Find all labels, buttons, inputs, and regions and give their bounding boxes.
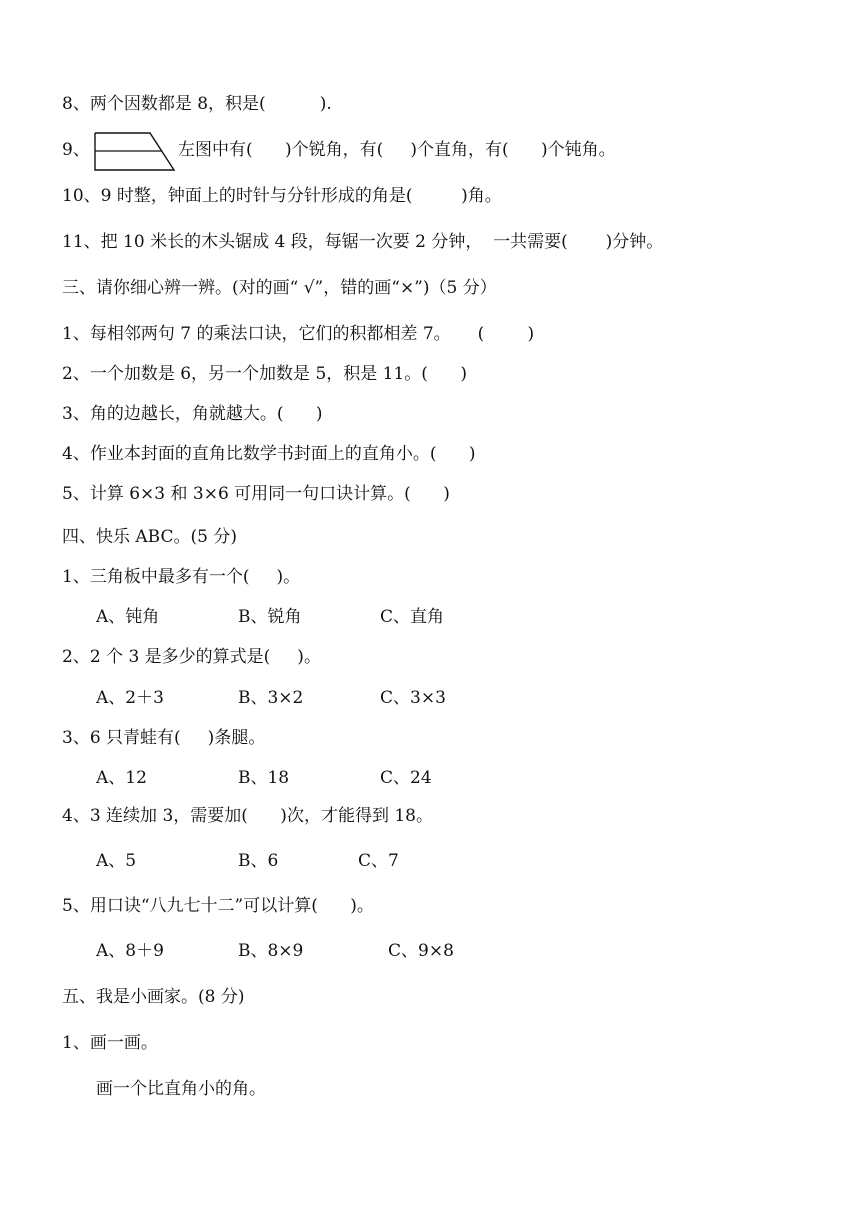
choice-4-option-b: B、6 [238, 851, 279, 871]
choice-1-option-c: C、直角 [380, 607, 445, 627]
section-3-title: 三、请你细心辨一辨。(对的画“ √”，错的画“×”)（5 分） [62, 278, 497, 298]
choice-question-5-stem: 5、用口诀“八九七十二”可以计算( )。 [62, 896, 374, 916]
section-5-sub-1-task: 画一个比直角小的角。 [96, 1079, 266, 1099]
choice-3-option-b: B、18 [238, 768, 290, 788]
choice-2-option-b: B、3×2 [238, 688, 304, 708]
choice-question-1-stem: 1、三角板中最多有一个( )。 [62, 567, 301, 587]
section-4-title: 四、快乐 ABC。(5 分) [62, 527, 237, 547]
judge-item-5: 5、计算 6×3 和 3×6 可用同一句口诀计算。( ) [62, 484, 450, 504]
judge-item-2: 2、一个加数是 6，另一个加数是 5，积是 11。( ) [62, 364, 467, 384]
choice-question-2-stem: 2、2 个 3 是多少的算式是( )。 [62, 647, 321, 667]
choice-5-option-a: A、8＋9 [96, 941, 164, 961]
choice-2-option-a: A、2＋3 [96, 688, 164, 708]
question-8: 8、两个因数都是 8，积是( ). [62, 94, 332, 114]
question-9-number: 9、 [62, 140, 90, 160]
judge-item-3: 3、角的边越长，角就越大。( ) [62, 404, 323, 424]
trapezoid-figure [94, 132, 176, 172]
judge-item-4: 4、作业本封面的直角比数学书封面上的直角小。( ) [62, 444, 476, 464]
choice-question-3-stem: 3、6 只青蛙有( )条腿。 [62, 728, 266, 748]
question-10: 10、9 时整，钟面上的时针与分针形成的角是( )角。 [62, 186, 502, 206]
judge-item-1: 1、每相邻两句 7 的乘法口诀，它们的积都相差 7。 ( ) [62, 324, 535, 344]
choice-4-option-c: C、7 [358, 851, 399, 871]
question-11: 11、把 10 米长的木头锯成 4 段，每锯一次要 2 分钟， 一共需要( )分钟。 [62, 232, 664, 252]
choice-3-option-c: C、24 [380, 768, 432, 788]
choice-3-option-a: A、12 [96, 768, 147, 788]
section-5-sub-1: 1、画一画。 [62, 1033, 158, 1053]
choice-2-option-c: C、3×3 [380, 688, 446, 708]
choice-1-option-b: B、锐角 [238, 607, 302, 627]
question-9-text: 左图中有( )个锐角，有( )个直角，有( )个钝角。 [178, 140, 616, 160]
choice-1-option-a: A、钝角 [96, 607, 160, 627]
choice-question-4-stem: 4、3 连续加 3，需要加( )次，才能得到 18。 [62, 806, 433, 826]
section-5-title: 五、我是小画家。(8 分) [62, 987, 245, 1007]
choice-4-option-a: A、5 [96, 851, 137, 871]
choice-5-option-c: C、9×8 [388, 941, 454, 961]
choice-5-option-b: B、8×9 [238, 941, 304, 961]
